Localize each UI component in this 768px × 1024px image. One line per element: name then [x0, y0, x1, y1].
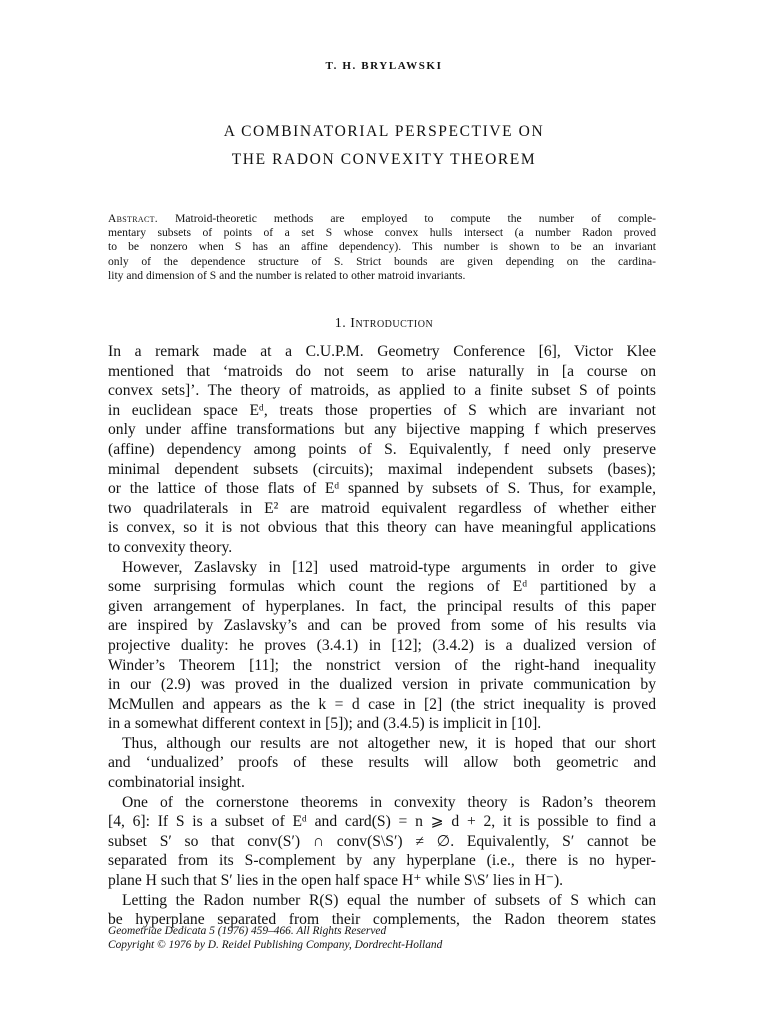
- body-line: be hyperplane separated from their complements, the Radon theorem states: [108, 911, 656, 929]
- body-line: projective duality: he proves (3.4.1) in [12]; (3.4.2) is a dualized version of: [108, 636, 656, 654]
- body-line: plane H such that S′ lies in the open half space H⁺ while S\S′ lies in H⁻).: [108, 872, 564, 890]
- abstract-line: to be nonzero when S has an affine dependency). This number is shown to be an invariant: [108, 240, 656, 254]
- body-line: some surprising formulas which count the regions of Eᵈ partitioned by a: [108, 578, 656, 596]
- body-line: mentioned that ‘matroids do not seem to arise naturally in [a course on: [108, 362, 656, 380]
- body-line: only under affine transformations but any bijective mapping f which preserves: [108, 421, 656, 439]
- abstract-line: Matroid-theoretic methods are employed to compute the number of comple-: [175, 212, 656, 225]
- body-line: minimal dependent subsets (circuits); maximal independent subsets (bases);: [108, 460, 656, 478]
- body-line: However, Zaslavsky in [12] used matroid-type arguments in order to give: [122, 558, 656, 576]
- body-line: Letting the Radon number R(S) equal the number of subsets of S which can: [122, 891, 656, 909]
- body-line: or the lattice of those flats of Eᵈ spanned by subsets of S. Thus, for example,: [108, 480, 656, 498]
- body-line: and ‘undualized’ proofs of these results will allow both geometric and: [108, 754, 656, 772]
- body-line: combinatorial insight.: [108, 774, 245, 792]
- body-line: Winder’s Theorem [11]; the nonstrict version of the right-hand inequality: [108, 656, 656, 674]
- body-line: (affine) dependency among points of S. Equivalently, f need only preserve: [108, 440, 656, 458]
- abstract-label: Abstract.: [108, 212, 158, 225]
- copyright-notice: Copyright © 1976 by D. Reidel Publishing Company, Dordrecht-Holland: [108, 939, 443, 951]
- body-text: [108, 342, 656, 930]
- body-line: two quadrilaterals in E² are matroid equivalent regardless of whether either: [108, 499, 656, 517]
- body-line: given arrangement of hyperplanes. In fact, the principal results of this paper: [108, 597, 656, 615]
- body-line: subset S′ so that conv(S′) ∩ conv(S\S′) ≠ ∅. Equivalently, S′ cannot be: [108, 832, 656, 850]
- body-line: in our (2.9) was proved in the dualized version in private communication by: [108, 676, 656, 694]
- body-line: are inspired by Zaslavsky’s and can be proved from some of his results via: [108, 617, 656, 635]
- body-line: in a somewhat different context in [5]); and (3.4.5) is implicit in [10].: [108, 715, 542, 733]
- abstract: [108, 212, 656, 283]
- paper-title-line-2: THE RADON CONVEXITY THEOREM: [231, 151, 537, 168]
- body-line: One of the cornerstone theorems in convexity theory is Radon’s theorem: [122, 793, 656, 811]
- abstract-line: lity and dimension of S and the number is related to other matroid invariants.: [108, 268, 466, 282]
- author-name: T. H. BRYLAWSKI: [325, 60, 443, 72]
- section-name: Introduction: [350, 316, 434, 331]
- body-line: separated from its S-complement by any hyperplane (i.e., there is no hyper-: [108, 852, 656, 870]
- journal-citation: Geometriae Dedicata 5 (1976) 459–466. All Rights Reserved: [108, 925, 387, 937]
- body-line: In a remark made at a C.U.P.M. Geometry Conference [6], Victor Klee: [108, 343, 656, 360]
- section-heading: [0, 316, 768, 332]
- body-line: convex sets]’. The theory of matroids, as applied to a finite subset S of points: [108, 382, 656, 400]
- section-number: 1.: [334, 316, 347, 331]
- publication-footer: [108, 924, 668, 952]
- paper-title-line-1: A COMBINATORIAL PERSPECTIVE ON: [223, 123, 545, 140]
- body-line: in euclidean space Eᵈ, treats those properties of S which are invariant not: [108, 401, 656, 419]
- body-line: McMullen and appears as the k = d case in [2] (the strict inequality is proved: [108, 695, 656, 713]
- body-line: Thus, although our results are not altogether new, it is hoped that our short: [122, 734, 656, 752]
- body-line: is convex, so it is not obvious that this theory can have meaningful applications: [108, 519, 656, 537]
- abstract-line: mentary subsets of points of a set S whose convex hulls intersect (a number Radon proved: [108, 226, 656, 240]
- abstract-line: only of the dependence structure of S. Strict bounds are given depending on the cardina-: [108, 254, 656, 268]
- body-line: to convexity theory.: [108, 538, 233, 556]
- body-line: [4, 6]: If S is a subset of Eᵈ and card(S) = n ⩾ d + 2, it is possible to find a: [108, 813, 656, 831]
